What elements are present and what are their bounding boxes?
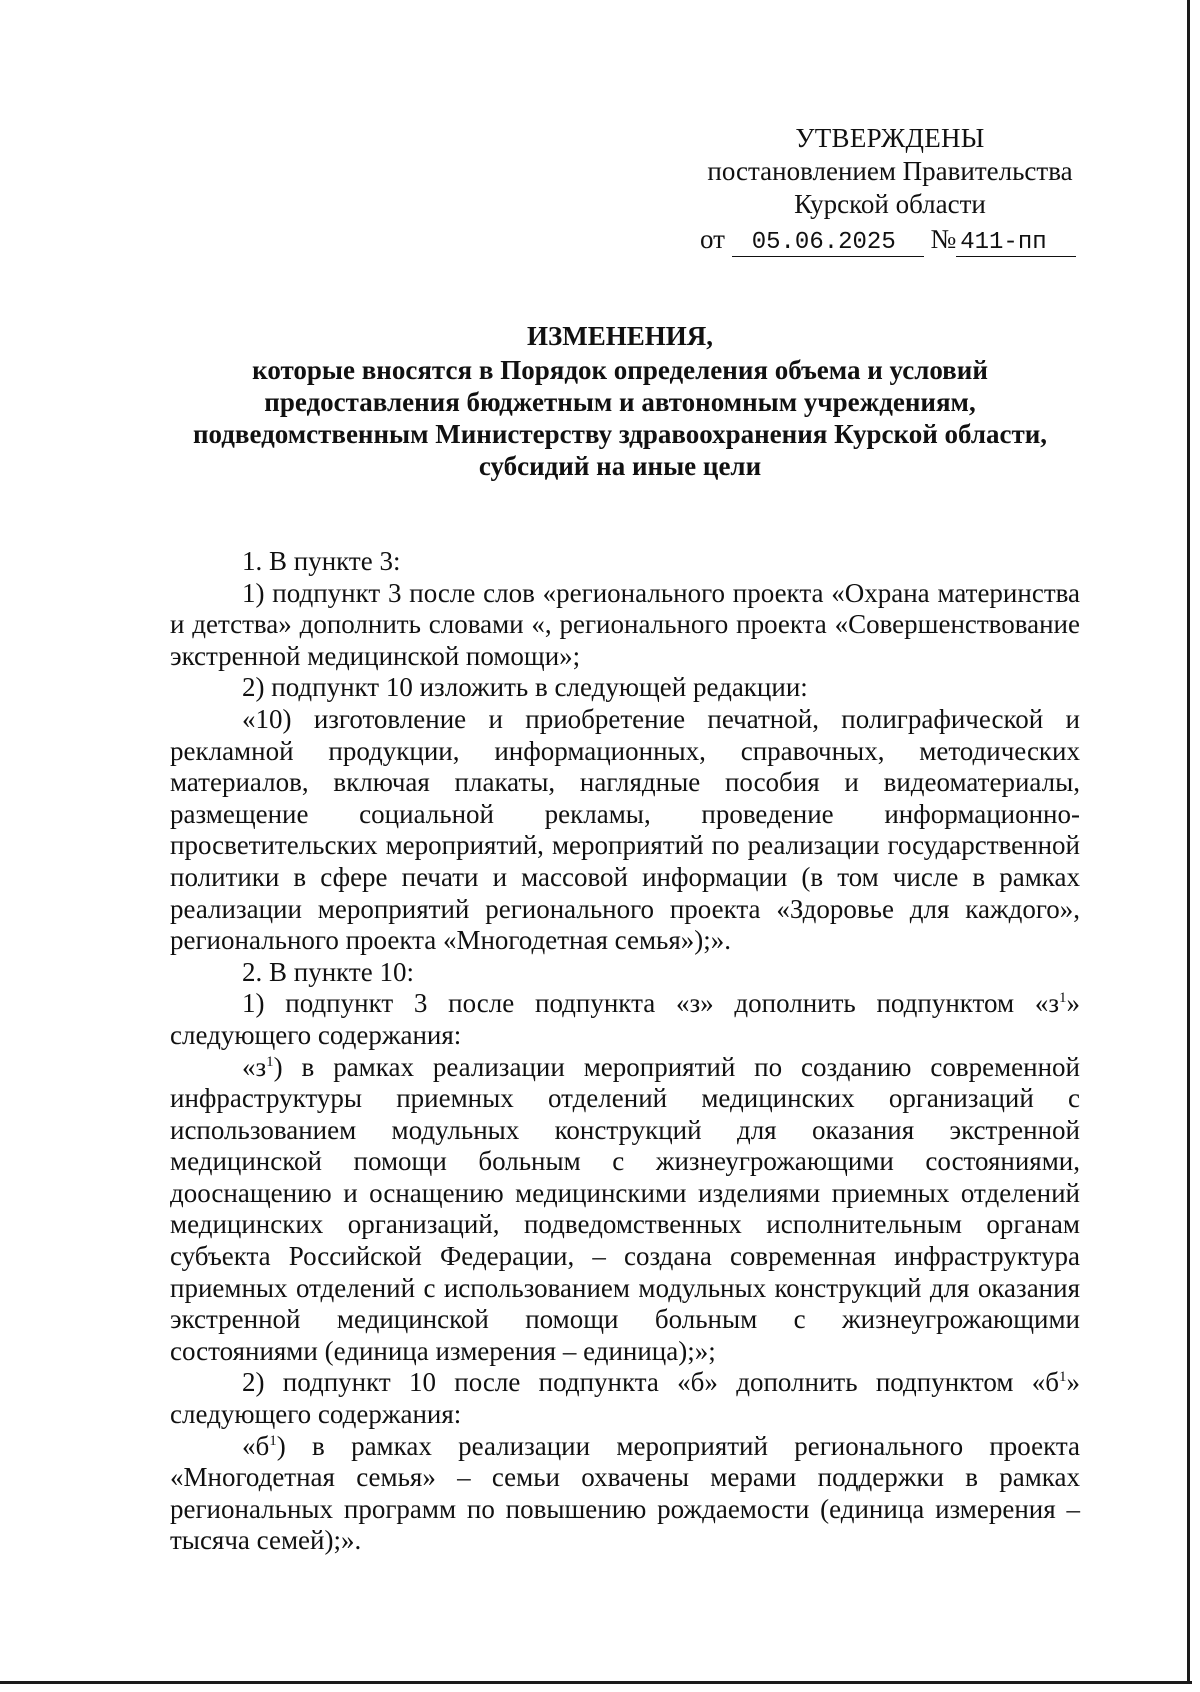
paragraph-7 <box>170 1052 1080 1368</box>
paragraph-7-text-b: ) в рамках реализации мероприятий по созданию современной инфраструктуры приемных отделений медицинских организаций с использованием модульных конструкций для оказания экстренной медицинской помощи больным с жизнеугрожающими состояниями, дооснащению и оснащению медицинскими изделиями приемных отделений медицинских организаций, подведомственных исполнительным органам субъекта Российской Федерации, – создана современная инфраструктура приемных отделений с использованием модульных конструкций для оказания экстренной медицинской помощи больным с жизнеугрожающими состояниями (единица измерения – единица);»; <box>170 1051 1080 1366</box>
paragraph-7-superscript: 1 <box>266 1053 274 1070</box>
approval-heading: УТВЕРЖДЕНЫ <box>795 123 985 153</box>
number-label: № <box>930 224 957 254</box>
title-line-2: предоставления бюджетным и автономным учреждениям, <box>264 387 976 417</box>
title-line-4: субсидий на иные цели <box>478 451 762 481</box>
paragraph-5: 2. В пункте 10: <box>242 956 414 987</box>
paragraph-9-text-b: ) в рамках реализации мероприятий регионального проекта «Многодетная семья» – семьи охвачены мерами поддержки в рамках региональных программ по повышению рождаемости (единица измерения – тысяча семей);». <box>170 1430 1080 1556</box>
document-title <box>160 320 1080 482</box>
paragraph-4: «10) изготовление и приобретение печатной, полиграфической и рекламной продукции, информационных, справочных, методических материалов, включая плакаты, наглядные пособия и видеоматериалы, размещение социальной рекламы, проведение информационно-просветительских мероприятий, мероприятий по реализации государственной политики в сфере печати и массовой информации (в том числе в рамках реализации мероприятий регионального проекта «Здоровье для каждого», регионального проекта «Многодетная семья»);». <box>170 703 1080 956</box>
from-label: от <box>700 224 725 254</box>
scan-border-right <box>1187 0 1190 1682</box>
paragraph-6-text-a: 1) подпункт 3 после подпункта «з» дополнить подпунктом «з <box>242 988 1059 1019</box>
approval-block <box>690 122 1090 257</box>
paragraph-6-text-b: » следующего содержания: <box>170 988 1080 1050</box>
approval-number: 411-пп <box>956 230 1076 257</box>
approval-date: 05.06.2025 <box>732 230 924 257</box>
approval-line-1: постановлением Правительства <box>707 156 1073 186</box>
paragraph-8 <box>170 1367 1080 1430</box>
paragraph-8-superscript: 1 <box>1059 1369 1067 1386</box>
paragraph-9-text-a: «б <box>242 1430 270 1461</box>
paragraph-3: 2) подпункт 10 изложить в следующей редакции: <box>242 672 808 703</box>
document-body <box>170 546 1080 1557</box>
approval-date-line <box>690 223 1090 257</box>
paragraph-6 <box>170 988 1080 1051</box>
title-main: ИЗМЕНЕНИЯ, <box>526 321 713 351</box>
paragraph-6-superscript: 1 <box>1059 990 1067 1007</box>
paragraph-7-text-a: «з <box>242 1051 267 1082</box>
paragraph-9-superscript: 1 <box>269 1432 277 1449</box>
paragraph-1: 1. В пункте 3: <box>242 546 401 576</box>
paragraph-8-text-b: » следующего содержания: <box>170 1367 1080 1430</box>
approval-line-2: Курской области <box>794 189 986 219</box>
paragraph-8-text-a: 2) подпункт 10 после подпункта «б» дополнить подпунктом «б <box>242 1367 1059 1398</box>
title-line-3: подведомственным Министерству здравоохранения Курской области, <box>192 419 1048 449</box>
title-line-1: которые вносятся в Порядок определения объема и условий <box>252 355 988 385</box>
scan-border-bottom <box>0 1681 1192 1684</box>
paragraph-9 <box>170 1431 1080 1557</box>
paragraph-2: 1) подпункт 3 после слов «регионального проекта «Охрана материнства и детства» дополнить словами «, регионального проекта «Совершенствование экстренной медицинской помощи»; <box>170 577 1080 671</box>
